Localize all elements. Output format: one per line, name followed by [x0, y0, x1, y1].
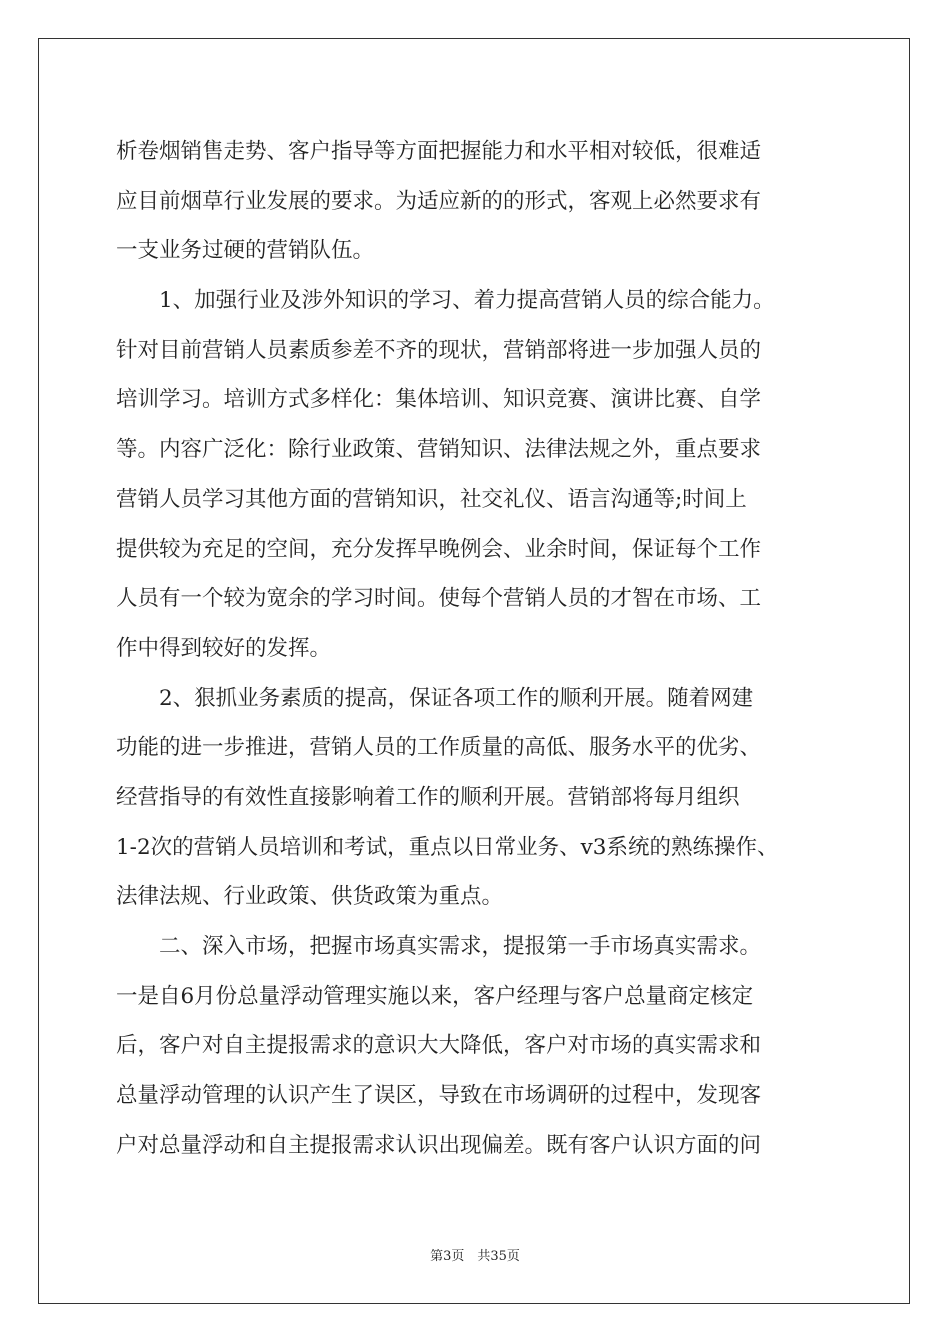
text-line: 一是自6月份总量浮动管理实施以来，客户经理与客户总量商定核定 [116, 983, 754, 1009]
text-line: 经营指导的有效性直接影响着工作的顺利开展。营销部将每月组织 [116, 784, 740, 810]
text-line: 1-2次的营销人员培训和考试，重点以日常业务、v3系统的熟练操作、 [116, 834, 779, 860]
page-number-footer: 第3页 共35页 [430, 1249, 520, 1264]
text-line: 二、深入市场，把握市场真实需求，提报第一手市场真实需求。 [116, 934, 762, 959]
text-line: 等。内容广泛化：除行业政策、营销知识、法律法规之外，重点要求 [116, 437, 762, 463]
text-line: 2、狠抓业务素质的提高，保证各项工作的顺利开展。随着网建 [116, 685, 754, 711]
text-line: 1、加强行业及涉外知识的学习、着力提高营销人员的综合能力。 [116, 288, 775, 314]
text-line: 户对总量浮动和自主提报需求认识出现偏差。既有客户认识方面的问 [116, 1132, 762, 1158]
text-line: 人员有一个较为宽余的学习时间。使每个营销人员的才智在市场、工 [116, 586, 762, 612]
text-line: 总量浮动管理的认识产生了误区，导致在市场调研的过程中，发现客 [116, 1083, 762, 1109]
text-line: 应目前烟草行业发展的要求。为适应新的的形式，客观上必然要求有 [116, 188, 762, 214]
body-text [116, 127, 836, 1170]
text-line: 功能的进一步推进，营销人员的工作质量的高低、服务水平的优劣、 [116, 735, 762, 761]
text-line: 提供较为充足的空间，充分发挥早晚例会、业余时间，保证每个工作 [116, 536, 762, 562]
text-line: 后，客户对自主提报需求的意识大大降低，客户对市场的真实需求和 [116, 1033, 762, 1059]
text-line: 一支业务过硬的营销队伍。 [116, 238, 375, 264]
text-line: 析卷烟销售走势、客户指导等方面把握能力和水平相对较低，很难适 [116, 139, 762, 164]
text-line: 法律法规、行业政策、供货政策为重点。 [116, 884, 504, 910]
text-line: 针对目前营销人员素质参差不齐的现状，营销部将进一步加强人员的 [116, 337, 762, 363]
text-line: 营销人员学习其他方面的营销知识，社交礼仪、语言沟通等;时间上 [116, 486, 747, 512]
text-line: 培训学习。培训方式多样化：集体培训、知识竞赛、演讲比赛、自学 [116, 387, 762, 413]
text-line: 作中得到较好的发挥。 [116, 635, 332, 661]
